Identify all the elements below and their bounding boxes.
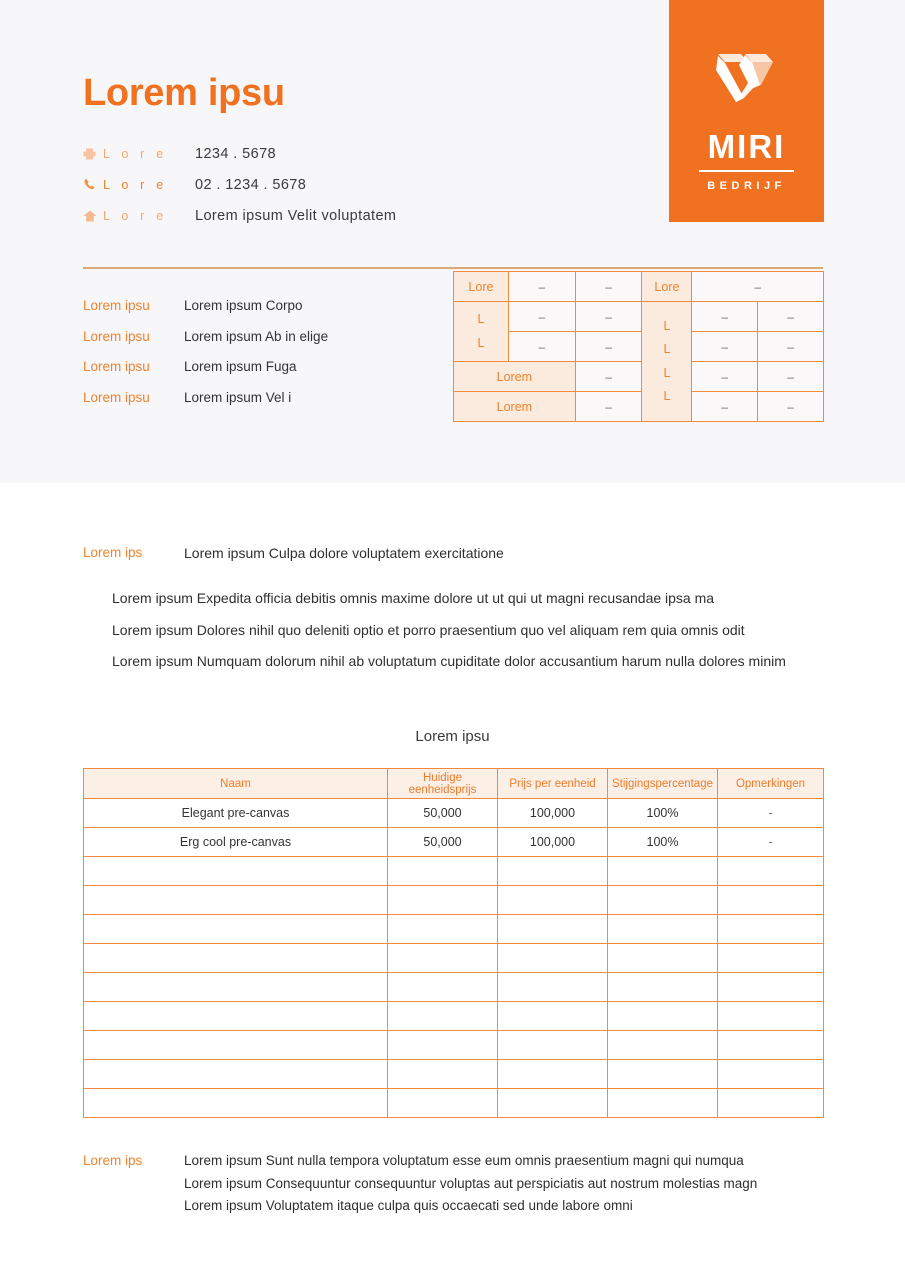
cell-empty	[718, 973, 824, 1002]
cell-huidige-eenheidsprijs: 50,000	[388, 799, 498, 828]
cell-empty	[498, 1060, 608, 1089]
cell-empty	[84, 1089, 388, 1118]
phone-icon	[83, 177, 103, 193]
cell-empty	[498, 944, 608, 973]
contact-info-list	[83, 138, 643, 231]
cell-empty	[388, 886, 498, 915]
info-grid-cell: –	[758, 362, 824, 392]
meta-key: Lorem ipsu	[83, 359, 150, 374]
cell-empty	[608, 1002, 718, 1031]
cell-empty	[84, 1031, 388, 1060]
info-grid-merged-label: Lorem	[454, 362, 576, 392]
body-heading-value: Lorem ipsum Culpa dolore voluptatem exercitatione	[184, 545, 504, 561]
info-grid-cell: –	[758, 392, 824, 422]
table-row-empty	[84, 1002, 824, 1031]
cell-empty	[718, 1002, 824, 1031]
footer-line: Lorem ipsum Sunt nulla tempora voluptatum esse eum omnis praesentium magni qui numqua	[184, 1153, 744, 1168]
meta-value: Lorem ipsum Corpo	[184, 298, 303, 313]
cell-opmerkingen: -	[718, 799, 824, 828]
cell-empty	[608, 944, 718, 973]
cell-empty	[84, 886, 388, 915]
info-grid-row	[454, 362, 824, 392]
cell-empty	[498, 1031, 608, 1060]
footer-line-list	[184, 1150, 823, 1218]
cell-empty	[718, 1089, 824, 1118]
cell-empty	[388, 1031, 498, 1060]
info-grid-right-header: Lore	[642, 272, 692, 302]
table-row	[84, 828, 824, 857]
info-grid-table	[453, 271, 824, 422]
cell-empty	[718, 1031, 824, 1060]
cell-stijgingspercentage: 100%	[608, 799, 718, 828]
info-grid-cell: –	[692, 392, 758, 422]
info-grid-left-header: Lore	[454, 272, 509, 302]
chevron-logo-icon	[714, 50, 780, 104]
cell-empty	[718, 944, 824, 973]
cell-empty	[498, 915, 608, 944]
contact-label-phone: L o r e	[103, 177, 168, 192]
info-grid-cell: –	[508, 332, 575, 362]
meta-key: Lorem ipsu	[83, 389, 150, 405]
table-row-empty	[84, 1060, 824, 1089]
table-row-empty	[84, 1089, 824, 1118]
cell-empty	[84, 857, 388, 886]
info-grid-merged-label: Lorem	[454, 392, 576, 422]
body-section	[83, 545, 823, 678]
cell-naam: Erg cool pre-canvas	[84, 828, 388, 857]
cell-empty	[718, 886, 824, 915]
info-grid-cell: –	[575, 302, 642, 332]
cell-empty	[388, 973, 498, 1002]
cell-empty	[608, 915, 718, 944]
contact-row-fax	[83, 138, 643, 169]
table-row-empty	[84, 973, 824, 1002]
main-data-table	[83, 768, 824, 1118]
meta-value: Lorem ipsum Ab in elige	[184, 328, 329, 344]
info-grid-cell: –	[692, 332, 758, 362]
info-grid-cell: –	[692, 272, 824, 302]
footer-key: Lorem ips	[83, 1153, 143, 1168]
meta-row	[83, 298, 433, 329]
cell-huidige-eenheidsprijs: 50,000	[388, 828, 498, 857]
cell-prijs-per-eenheid: 100,000	[498, 799, 608, 828]
footer-section	[83, 1150, 823, 1218]
cell-stijgingspercentage: 100%	[608, 828, 718, 857]
contact-row-phone	[83, 169, 643, 200]
cell-empty	[498, 973, 608, 1002]
footer-line: Lorem ipsum Voluptatem itaque culpa quis occaecati sed unde labore omni	[184, 1198, 633, 1213]
cell-empty	[84, 1002, 388, 1031]
cell-empty	[388, 1089, 498, 1118]
main-table-title: Lorem ipsu	[415, 728, 490, 745]
info-grid-cell: –	[575, 392, 642, 422]
contact-label-address: L o r e	[103, 208, 168, 223]
cell-empty	[498, 1089, 608, 1118]
body-heading-key: Lorem ips	[83, 545, 143, 560]
info-grid-cell: –	[575, 332, 642, 362]
contact-value-address: Lorem ipsum Velit voluptatem	[195, 207, 397, 224]
table-row-empty	[84, 857, 824, 886]
cell-empty	[608, 1089, 718, 1118]
cell-empty	[388, 857, 498, 886]
meta-value: Lorem ipsum Vel i	[184, 389, 292, 405]
column-header-prijs-per-eenheid: Prijs per eenheid	[498, 769, 608, 799]
info-grid-cell: –	[575, 272, 642, 302]
meta-row	[83, 359, 433, 390]
table-row-empty	[84, 944, 824, 973]
column-header-naam: Naam	[84, 769, 388, 799]
column-header-stijgingspercentage: Stijgingspercentage	[608, 769, 718, 799]
table-row-empty	[84, 1031, 824, 1060]
cell-empty	[608, 1031, 718, 1060]
cell-empty	[718, 1060, 824, 1089]
logo-underline	[699, 170, 794, 172]
cell-empty	[84, 973, 388, 1002]
cell-empty	[718, 915, 824, 944]
meta-value: Lorem ipsum Fuga	[184, 359, 297, 374]
info-grid-cell: –	[575, 362, 642, 392]
logo-subtitle: BEDRIJF	[707, 180, 786, 192]
cell-empty	[388, 915, 498, 944]
body-paragraph: Lorem ipsum Dolores nihil quo deleniti optio et porro praesentium quo vel aliquam rem quia omnis odit	[112, 621, 745, 638]
body-paragraph: Lorem ipsum Numquam dolorum nihil ab voluptatum cupiditate dolor accusantium harum nulla dolores minim	[112, 653, 786, 669]
info-grid-cell: –	[508, 272, 575, 302]
contact-value-phone: 02 . 1234 . 5678	[195, 176, 307, 193]
home-icon	[83, 208, 103, 224]
table-row-empty	[84, 886, 824, 915]
footer-line: Lorem ipsum Consequuntur consequuntur voluptas aut perspiciatis aut nostrum molestias magn	[184, 1175, 758, 1191]
info-grid-row	[454, 302, 824, 332]
cell-naam: Elegant pre-canvas	[84, 799, 388, 828]
table-row	[84, 799, 824, 828]
cell-opmerkingen: -	[718, 828, 824, 857]
page-title: Lorem ipsu	[83, 72, 285, 114]
column-header-huidige-eenheidsprijs: Huidige eenheidsprijs	[388, 769, 498, 799]
cell-empty	[608, 857, 718, 886]
logo-company-name: MIRI	[707, 128, 786, 165]
cell-empty	[84, 944, 388, 973]
info-grid-row	[454, 272, 824, 302]
contact-value-fax: 1234 . 5678	[195, 145, 276, 162]
cell-empty	[498, 1002, 608, 1031]
cell-empty	[608, 886, 718, 915]
info-grid-cell: –	[508, 302, 575, 332]
main-table-body	[84, 799, 824, 1118]
info-grid-cell: –	[692, 362, 758, 392]
cell-empty	[388, 1060, 498, 1089]
body-paragraph: Lorem ipsum Expedita officia debitis omnis maxime dolore ut ut qui ut magni recusandae ipsa ma	[112, 590, 715, 606]
info-grid-right-stack-label: L L L L	[642, 302, 692, 422]
cell-empty	[84, 915, 388, 944]
info-grid-cell: –	[758, 332, 824, 362]
info-grid-left-stack-label: L L	[454, 302, 509, 362]
contact-label-fax: L o r e	[103, 146, 168, 161]
cell-empty	[498, 886, 608, 915]
info-grid-cell: –	[758, 302, 824, 332]
cell-empty	[718, 857, 824, 886]
cell-empty	[388, 1002, 498, 1031]
info-grid-row	[454, 332, 824, 362]
body-heading-row	[83, 545, 823, 561]
meta-row	[83, 329, 433, 360]
info-grid-cell: –	[692, 302, 758, 332]
cell-empty	[388, 944, 498, 973]
contact-row-address	[83, 200, 643, 231]
cell-empty	[608, 973, 718, 1002]
meta-info-list	[83, 298, 433, 420]
body-paragraph-list	[83, 583, 823, 678]
column-header-opmerkingen: Opmerkingen	[718, 769, 824, 799]
cell-empty	[84, 1060, 388, 1089]
company-logo-panel	[669, 0, 824, 222]
meta-key: Lorem ipsu	[83, 298, 150, 313]
cell-empty	[498, 857, 608, 886]
info-grid-row	[454, 392, 824, 422]
header-divider	[83, 267, 823, 269]
main-table-header-row	[84, 769, 824, 799]
cell-prijs-per-eenheid: 100,000	[498, 828, 608, 857]
table-row-empty	[84, 915, 824, 944]
meta-row	[83, 390, 433, 421]
meta-key: Lorem ipsu	[83, 328, 150, 344]
printer-icon	[83, 146, 103, 162]
cell-empty	[608, 1060, 718, 1089]
